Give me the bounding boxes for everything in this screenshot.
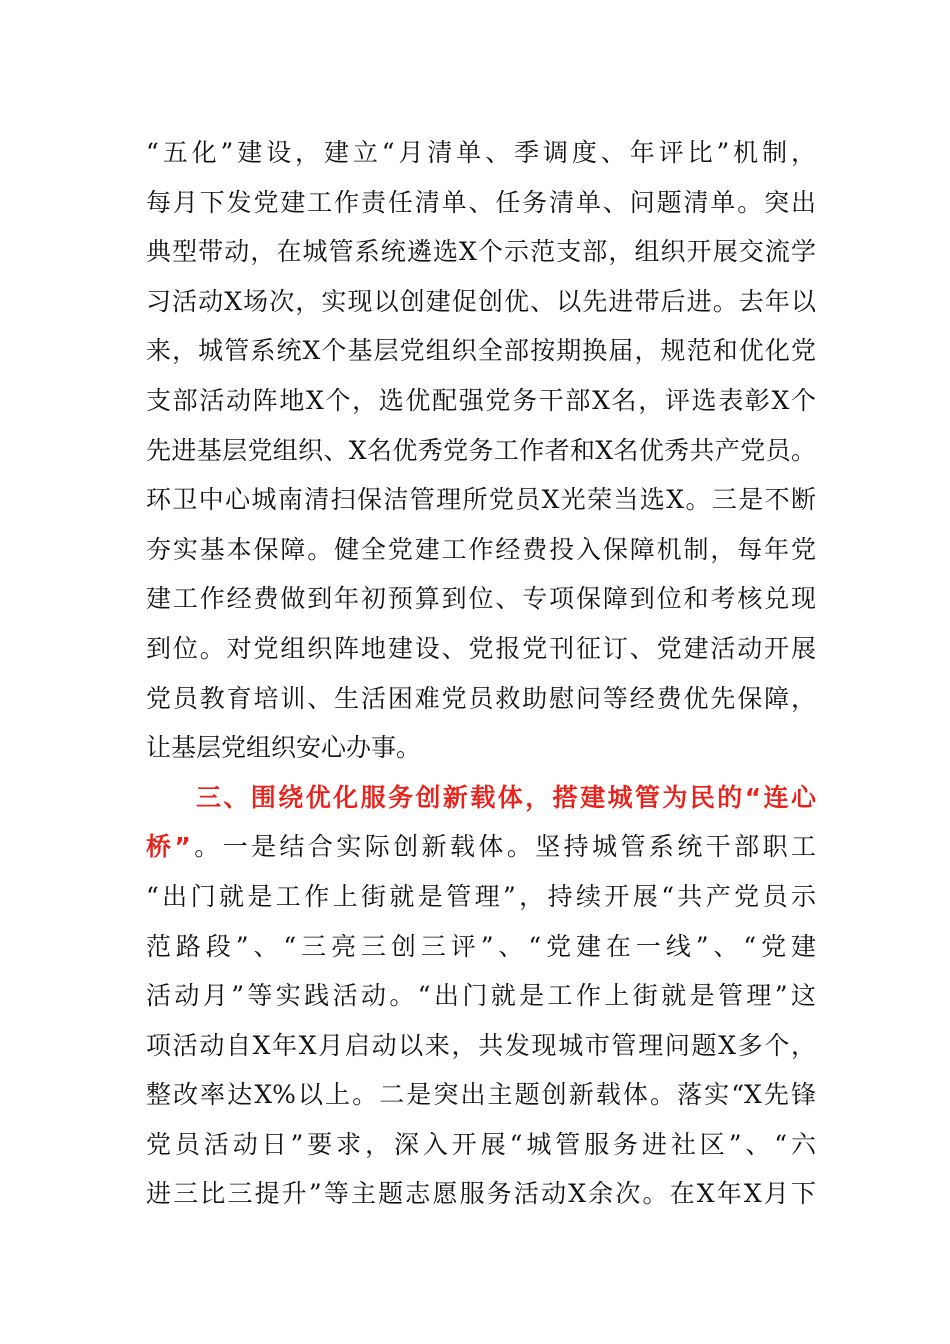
body-line: 让基层党组织安心办事。 (146, 733, 422, 763)
body-line: 项活动自X年X月启动以来，共发现城市管理问题X多个， (146, 1030, 816, 1060)
section-three-line (146, 822, 816, 872)
body-line: 范路段”、“三亮三创三评”、“党建在一线”、“党建 (146, 931, 816, 961)
body-line: 建工作经费做到年初预算到位、专项保障到位和考核兑现 (146, 584, 816, 614)
body-line: 习活动X场次，实现以创建促创优、以先进带后进。去年以 (146, 286, 816, 316)
body-line: 来，城管系统X个基层党组织全部按期换届，规范和优化党 (146, 336, 816, 366)
body-line: 进三比三提升”等主题志愿服务活动X余次。在X年X月下 (146, 1179, 816, 1209)
body-line: 夯实基本保障。健全党建工作经费投入保障机制，每年党 (146, 534, 816, 564)
body-line: 党员活动日”要求，深入开展“城管服务进社区”、“六 (146, 1129, 816, 1159)
section-three-heading: 三、围绕优化服务创新载体，搭建城管为民的“连心 (196, 782, 816, 812)
body-line: 到位。对党组织阵地建设、党报党刊征订、党建活动开展 (146, 633, 816, 663)
body-line: 先进基层党组织、X名优秀党务工作者和X名优秀共产党员。 (146, 435, 816, 465)
body-line: 整改率达X%以上。二是突出主题创新载体。落实“X先锋 (146, 1080, 816, 1110)
body-line: 环卫中心城南清扫保洁管理所党员X光荣当选X。三是不断 (146, 485, 816, 515)
body-line: 典型带动，在城管系统遴选X个示范支部，组织开展交流学 (146, 237, 816, 267)
section-three-line-rest: 。一是结合实际创新载体。坚持城管系统干部职工 (190, 832, 816, 862)
body-line: 支部活动阵地X个，选优配强党务干部X名，评选表彰X个 (146, 385, 816, 415)
body-line: “出门就是工作上街就是管理”，持续开展“共产党员示 (146, 881, 816, 911)
document-body (146, 128, 816, 1219)
body-line: 每月下发党建工作责任清单、任务清单、问题清单。突出 (146, 187, 816, 217)
body-line: 党员教育培训、生活困难党员救助慰问等经费优先保障， (146, 683, 816, 713)
body-line: 活动月”等实践活动。“出门就是工作上街就是管理”这 (146, 981, 816, 1011)
section-three-heading-end: 桥” (146, 832, 191, 862)
body-line: “五化”建设，建立“月清单、季调度、年评比”机制， (146, 138, 816, 167)
